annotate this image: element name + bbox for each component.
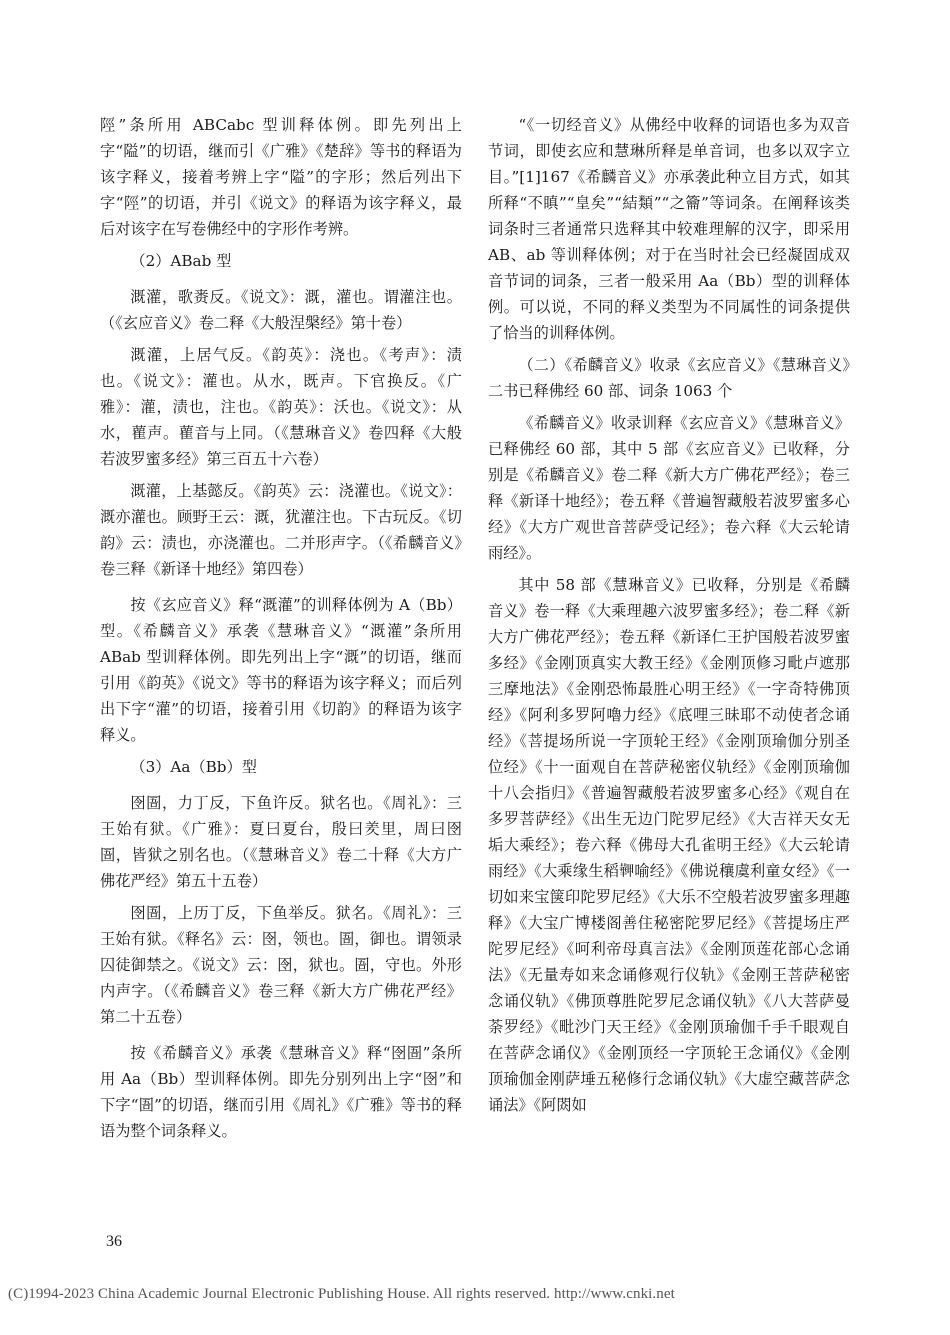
paragraph: 囹圄，上历丁反，下鱼举反。狱名。《周礼》：三王始有狱。《释名》云：囹，领也。圄，御也。谓领录囚徒御禁之。《说文》云：囹，狱也。圄，守也。外形内声字。（《希麟音义》卷三释《新大方广佛花严经》第二十五卷）: [100, 904, 462, 1026]
paragraph: 溉灌，歌赉反。《说文》：溉，灌也。谓灌注也。（《玄应音义》卷二释《大般涅槃经》第十卷）: [100, 288, 462, 332]
paragraph: 陘”条所用 ABCabc 型训释体例。即先列出上字“隘”的切语，继而引《广雅》《楚辞》等书的释语为该字释义，接着考辨上字“隘”的字形；然后列出下字“陘”的切语，并引《说文》的释语为该字释义，最后对该字在写卷佛经中的字形作考辨。: [100, 116, 462, 238]
paragraph: 《希麟音义》收录训释《玄应音义》《慧琳音义》已释佛经 60 部，其中 5 部《玄应音义》已收释，分别是《希麟音义》卷二释《新大方广佛花严经》；卷三释《新译十地经》；卷五释《普遍智藏般若波罗蜜多心经》《大方广观世音菩萨受记经》；卷六释《大云轮请雨经》。: [488, 414, 850, 562]
page-number: 36: [106, 1233, 122, 1250]
right-column: [488, 112, 850, 1124]
paragraph: 按《希麟音义》承袭《慧琳音义》释“囹圄”条所用 Aa（Bb）型训释体例。即先分别列出上字“囹”和下字“圄”的切语，继而引用《周礼》《广雅》等书的释语为整个词条释义。: [100, 1044, 462, 1140]
paragraph: 按《玄应音义》释“溉灌”的训释体例为 A（Bb）型。《希麟音义》承袭《慧琳音义》“溉灌”条所用 ABab 型训释体例。即先列出上字“溉”的切语，继而引用《韵英》《说文》等书的释语为该字释义；而后列出下字“灌”的切语，接着引用《切韵》的释语为该字释义。: [100, 596, 462, 744]
section-heading: （2）ABab 型: [130, 252, 232, 270]
paragraph: 溉灌，上基懿反。《韵英》云：浇灌也。《说文》：溉亦灌也。顾野王云：溉，犹灌注也。下古玩反。《切韵》云：渍也，亦浇灌也。二并形声字。（《希麟音义》卷三释《新译十地经》第四卷）: [100, 482, 462, 578]
copyright-footer: (C)1994-2023 China Academic Journal Electronic Publishing House. All rights reserved. http://www.cnki.net: [8, 1286, 675, 1302]
paragraph: 囹圄，力丁反，下鱼许反。狱名也。《周礼》：三王始有狱。《广雅》：夏曰夏台，殷曰羑里，周曰囹圄，皆狱之别名也。（《慧琳音义》卷二十释《大方广佛花严经》第五十五卷）: [100, 794, 462, 890]
paragraph: “《一切经音义》从佛经中收释的词语也多为双音节词，即使玄应和慧琳所释是单音词，也多以双字立目。”[1]167《希麟音义》亦承袭此种立目方式，如其所释“不瞋”“皇矣”“結類”“之籥”等词条。在阐释该类词条时三者通常只选释其中较难理解的汉字，即采用 AB、ab 等训释体例；对于在当时社会已经凝固成双音节词的词条，三者一般采用 Aa（Bb）型的训释体例。可以说，不同的释义类型为不同属性的词条提供了恰当的训释体例。: [488, 116, 850, 342]
left-column: [100, 112, 462, 1150]
paragraph: 溉灌，上居气反。《韵英》：浇也。《考声》：渍也。《说文》：灌也。从水，既声。下官换反。《广雅》：灌，渍也，注也。《韵英》：沃也。《说文》：从水，雚声。雚音与上同。（《慧琳音义》卷四释《大般若波罗蜜多经》第三百五十六卷）: [100, 346, 462, 468]
paragraph: 其中 58 部《慧琳音义》已收释，分别是《希麟音义》卷一释《大乘理趣六波罗蜜多经》；卷二释《新大方广佛花严经》；卷五释《新译仁王护国般若波罗蜜多经》《金刚顶真实大教王经》《金刚顶修习毗卢遮那三摩地法》《金刚恐怖最胜心明王经》《一字奇特佛顶经》《阿利多罗阿嚕力经》《底哩三昧耶不动使者念诵经》《菩提场所说一字顶轮王经》《金刚顶瑜伽分别圣位经》《十一面观自在菩萨秘密仪轨经》《金刚顶瑜伽十八会指归》《普遍智藏般若波罗蜜多心经》《观自在多罗菩萨经》《出生无边门陀罗尼经》《大吉祥天女无垢大乘经》；卷六释《佛母大孔雀明王经》《大云轮请雨经》《大乘缘生稻𦾏喻经》《佛说穰虞利童女经》《一切如来宝箧印陀罗尼经》《大乐不空般若波罗蜜多理趣释》《大宝广博楼阁善住秘密陀罗尼经》《菩提场庄严陀罗尼经》《呵利帝母真言法》《金刚顶莲花部心念诵法》《无量寿如来念诵修观行仪轨》《金刚王菩萨秘密念诵仪轨》《佛顶尊胜陀罗尼念诵仪轨》《八大菩萨曼荼罗经》《毗沙门天王经》《金刚顶瑜伽千手千眼观自在菩萨念诵仪》《金刚顶经一字顶轮王念诵仪》《金刚顶瑜伽金刚萨埵五秘修行念诵仪轨》《大虚空藏菩萨念诵法》《阿閦如: [488, 576, 850, 1114]
section-heading: （3）Aa（Bb）型: [130, 758, 257, 776]
section-heading: （二）《希麟音义》收录《玄应音义》《慧琳音义》二书已释佛经 60 部、词条 1063 个: [488, 356, 850, 400]
